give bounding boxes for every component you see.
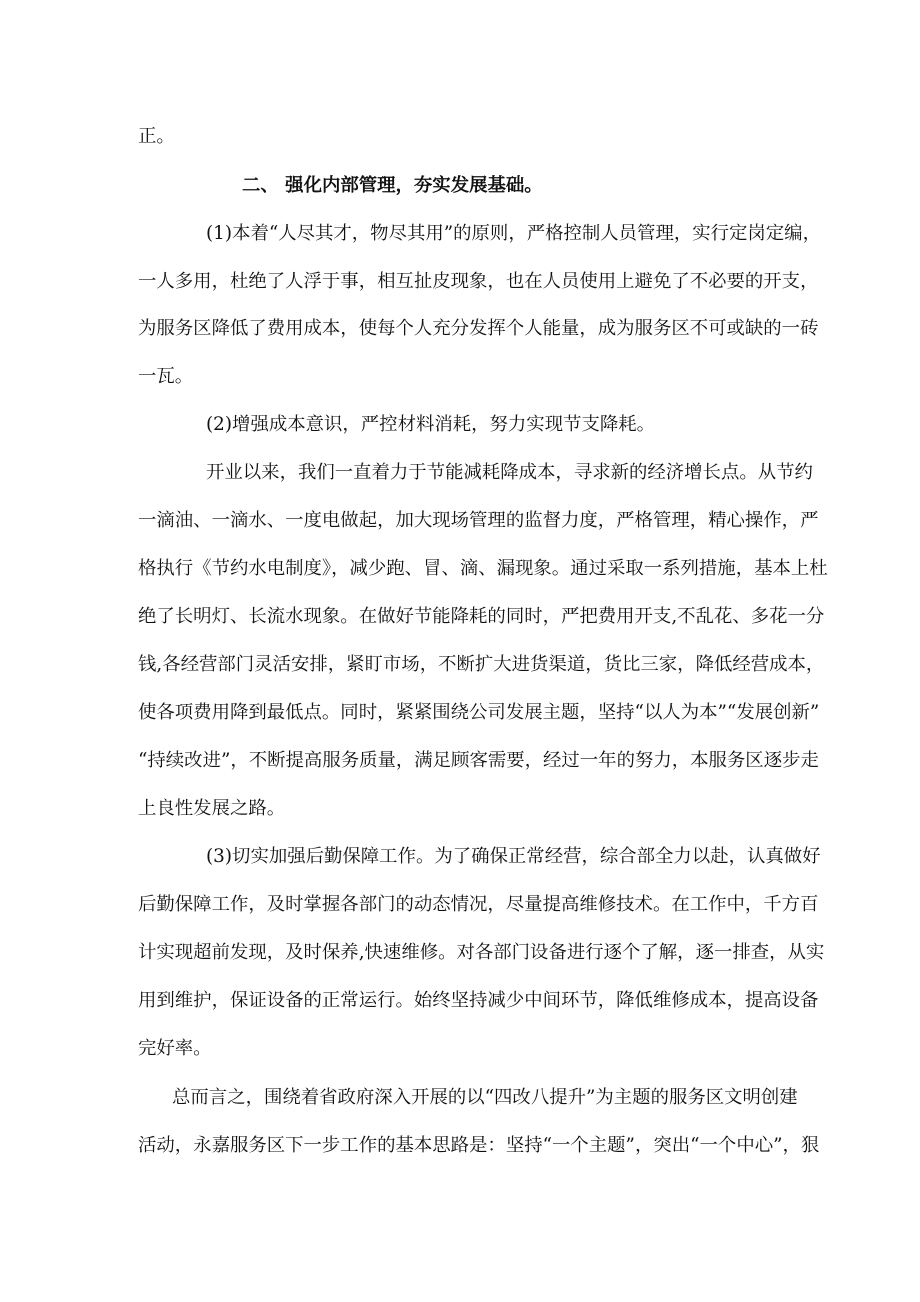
- paragraph-line: 钱,各经营部门灵活安排，紧盯市场，不断扩大进货渠道，货比三家，降低经营成本，: [138, 654, 825, 675]
- summary-line: 总而言之，围绕着省政府深入开展的以“四改八提升”为主题的服务区文明创建: [172, 1087, 798, 1108]
- paragraph-line: 上良性发展之路。: [138, 798, 286, 819]
- paragraph-line: (2)增强成本意识，严控材料消耗，努力实现节支降耗。: [206, 414, 656, 435]
- paragraph-line: 计实现超前发现，及时保养,快速维修。对各部门设备进行逐个了解，逐一排查，从实: [138, 942, 825, 963]
- paragraph-line: 使各项费用降到最低点。同时，紧紧围绕公司发展主题，坚持“以人为本”“发展创新”: [138, 702, 820, 723]
- paragraph-line: 完好率。: [138, 1038, 212, 1059]
- paragraph-line: 开业以来，我们一直着力于节能减耗降成本，寻求新的经济增长点。从节约: [206, 462, 813, 483]
- paragraph-line: (3)切实加强后勤保障工作。为了确保正常经营，综合部全力以赴，认真做好: [206, 846, 821, 867]
- paragraph-line: 格执行《节约水电制度》，减少跑、冒、滴、漏现象。通过采取一系列措施，基本上杜: [138, 558, 828, 579]
- paragraph-line: 一人多用，杜绝了人浮于事，相互扯皮现象，也在人员使用上避免了不必要的开支，: [138, 271, 819, 292]
- paragraph-line: 绝了长明灯、长流水现象。在做好节能降耗的同时，严把费用开支,不乱花、多花一分: [138, 606, 825, 627]
- paragraph-line: 一瓦。: [138, 366, 194, 387]
- paragraph-line: 用到维护，保证设备的正常运行。始终坚持减少中间环节，降低维修成本，提高设备: [138, 990, 819, 1011]
- text-line: 正。: [138, 126, 175, 147]
- paragraph-line: 为服务区降低了费用成本，使每个人充分发挥个人能量，成为服务区不可或缺的一砖: [138, 318, 819, 339]
- paragraph-line: 后勤保障工作，及时掌握各部门的动态情况，尽量提高维修技术。在工作中，千方百: [138, 894, 819, 915]
- paragraph-line: “持续改进”，不断提高服务质量，满足顾客需要，经过一年的努力，本服务区逐步走: [138, 750, 819, 771]
- paragraph-line: 一滴油、一滴水、一度电做起，加大现场管理的监督力度，严格管理，精心操作，严: [138, 510, 819, 531]
- summary-line: 活动，永嘉服务区下一步工作的基本思路是：坚持“一个主题”，突出“一个中心”，狠: [138, 1135, 820, 1156]
- section-heading: 二、 强化内部管理，夯实发展基础。: [242, 175, 543, 196]
- paragraph-line: (1)本着“人尽其才，物尽其用”的原则，严格控制人员管理，实行定岗定编，: [206, 223, 821, 244]
